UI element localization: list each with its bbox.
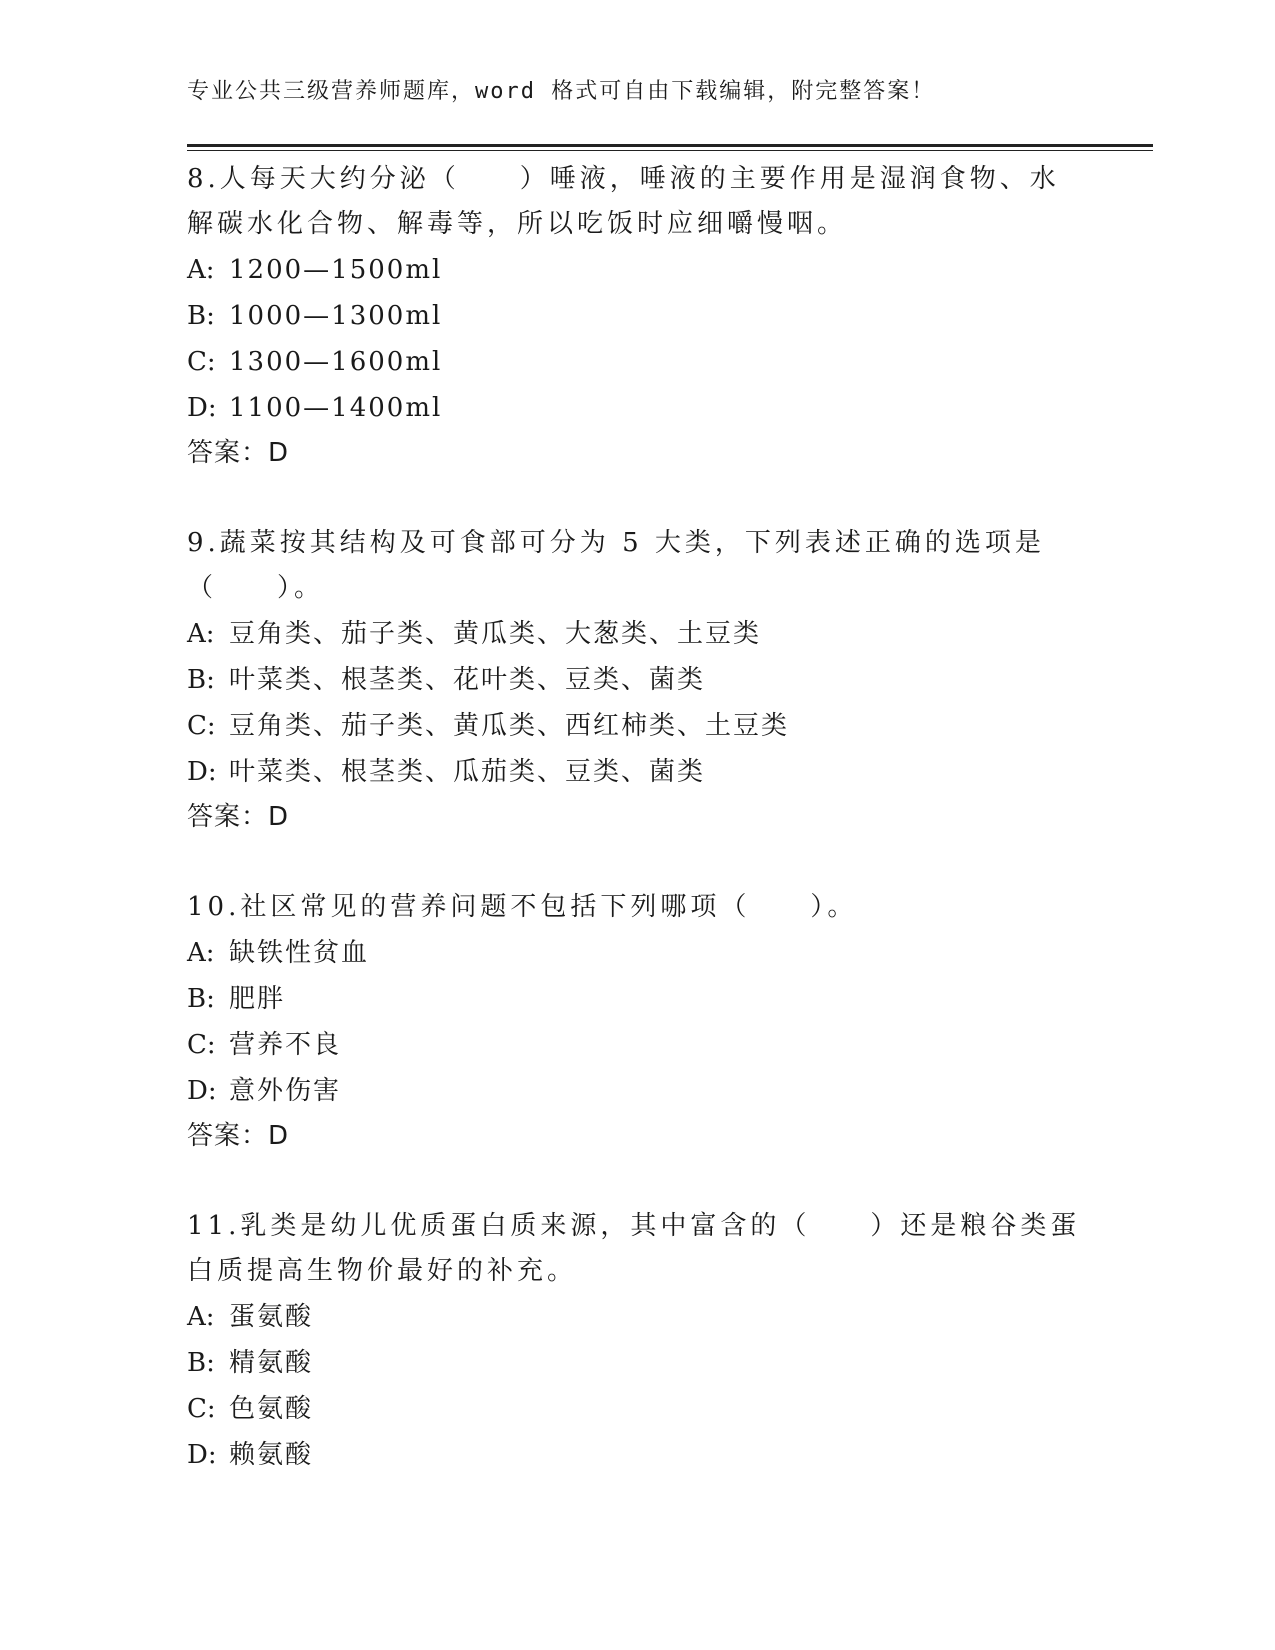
option-letter: D: (187, 1440, 217, 1470)
option-text: 营养不良 (229, 1030, 342, 1060)
option-letter: B: (187, 984, 215, 1014)
option-text: 叶菜类、根茎类、瓜茄类、豆类、菌类 (229, 757, 706, 787)
option-text: 1200—1500ml (229, 255, 443, 285)
option-letter: B: (187, 1348, 215, 1378)
option-a (187, 930, 1087, 976)
option-letter: D: (187, 1076, 217, 1106)
option-text: 缺铁性贫血 (229, 938, 370, 968)
option-letter: D: (187, 757, 217, 787)
question-item (187, 1204, 1087, 1478)
option-letter: A: (187, 1302, 215, 1332)
option-d (187, 1068, 1087, 1114)
question-text: 11.乳类是幼儿优质蛋白质来源，其中富含的（ ）还是粮谷类蛋白质提高生物价最好的补充。 (187, 1211, 1081, 1286)
question-item (187, 521, 1087, 839)
option-text: 1100—1400ml (229, 393, 443, 423)
option-text: 色氨酸 (229, 1394, 314, 1424)
option-d (187, 385, 1087, 431)
option-text: 豆角类、茄子类、黄瓜类、大葱类、土豆类 (229, 619, 762, 649)
option-text: 1300—1600ml (229, 347, 443, 377)
spacer (187, 475, 1087, 521)
option-a (187, 1294, 1087, 1340)
question-list (187, 157, 1087, 1478)
option-letter: C: (187, 347, 216, 377)
option-text: 叶菜类、根茎类、花叶类、豆类、菌类 (229, 665, 706, 695)
option-a (187, 247, 1087, 293)
option-letter: A: (187, 255, 215, 285)
option-text: 1000—1300ml (229, 301, 443, 331)
option-text: 意外伤害 (229, 1076, 342, 1106)
question-text: 10.社区常见的营养问题不包括下列哪项（ ）。 (187, 892, 858, 922)
spacer (187, 839, 1087, 885)
question-item (187, 157, 1087, 475)
option-letter: B: (187, 665, 215, 695)
option-d (187, 749, 1087, 795)
spacer (187, 1158, 1087, 1204)
option-a (187, 611, 1087, 657)
option-b (187, 293, 1087, 339)
answer-line: 答案：D (187, 802, 290, 832)
option-text: 肥胖 (229, 984, 286, 1014)
question-text: 8.人每天大约分泌（ ）唾液，唾液的主要作用是湿润食物、水解碳水化合物、解毒等，所以吃饭时应细嚼慢咽。 (187, 164, 1060, 239)
option-text: 豆角类、茄子类、黄瓜类、西红柿类、土豆类 (229, 711, 790, 741)
header-rule-thin (187, 150, 1153, 151)
option-letter: C: (187, 1394, 216, 1424)
option-text: 赖氨酸 (229, 1440, 314, 1470)
option-c (187, 1022, 1087, 1068)
answer-line: 答案：D (187, 438, 290, 468)
option-b (187, 1340, 1087, 1386)
option-b (187, 976, 1087, 1022)
option-c (187, 1386, 1087, 1432)
answer-line: 答案：D (187, 1121, 290, 1151)
header-rule-thick (187, 144, 1153, 147)
option-b (187, 657, 1087, 703)
option-d (187, 1432, 1087, 1478)
option-c (187, 339, 1087, 385)
question-item (187, 885, 1087, 1158)
option-text: 精氨酸 (229, 1348, 314, 1378)
option-letter: C: (187, 711, 216, 741)
option-letter: D: (187, 393, 217, 423)
option-letter: A: (187, 938, 215, 968)
option-letter: A: (187, 619, 215, 649)
option-letter: C: (187, 1030, 216, 1060)
question-text: 9.蔬菜按其结构及可食部可分为 5 大类，下列表述正确的选项是（ ）。 (187, 528, 1045, 603)
option-letter: B: (187, 301, 215, 331)
page-header: 专业公共三级营养师题库，word 格式可自由下载编辑，附完整答案！ (187, 79, 936, 104)
option-c (187, 703, 1087, 749)
option-text: 蛋氨酸 (229, 1302, 314, 1332)
